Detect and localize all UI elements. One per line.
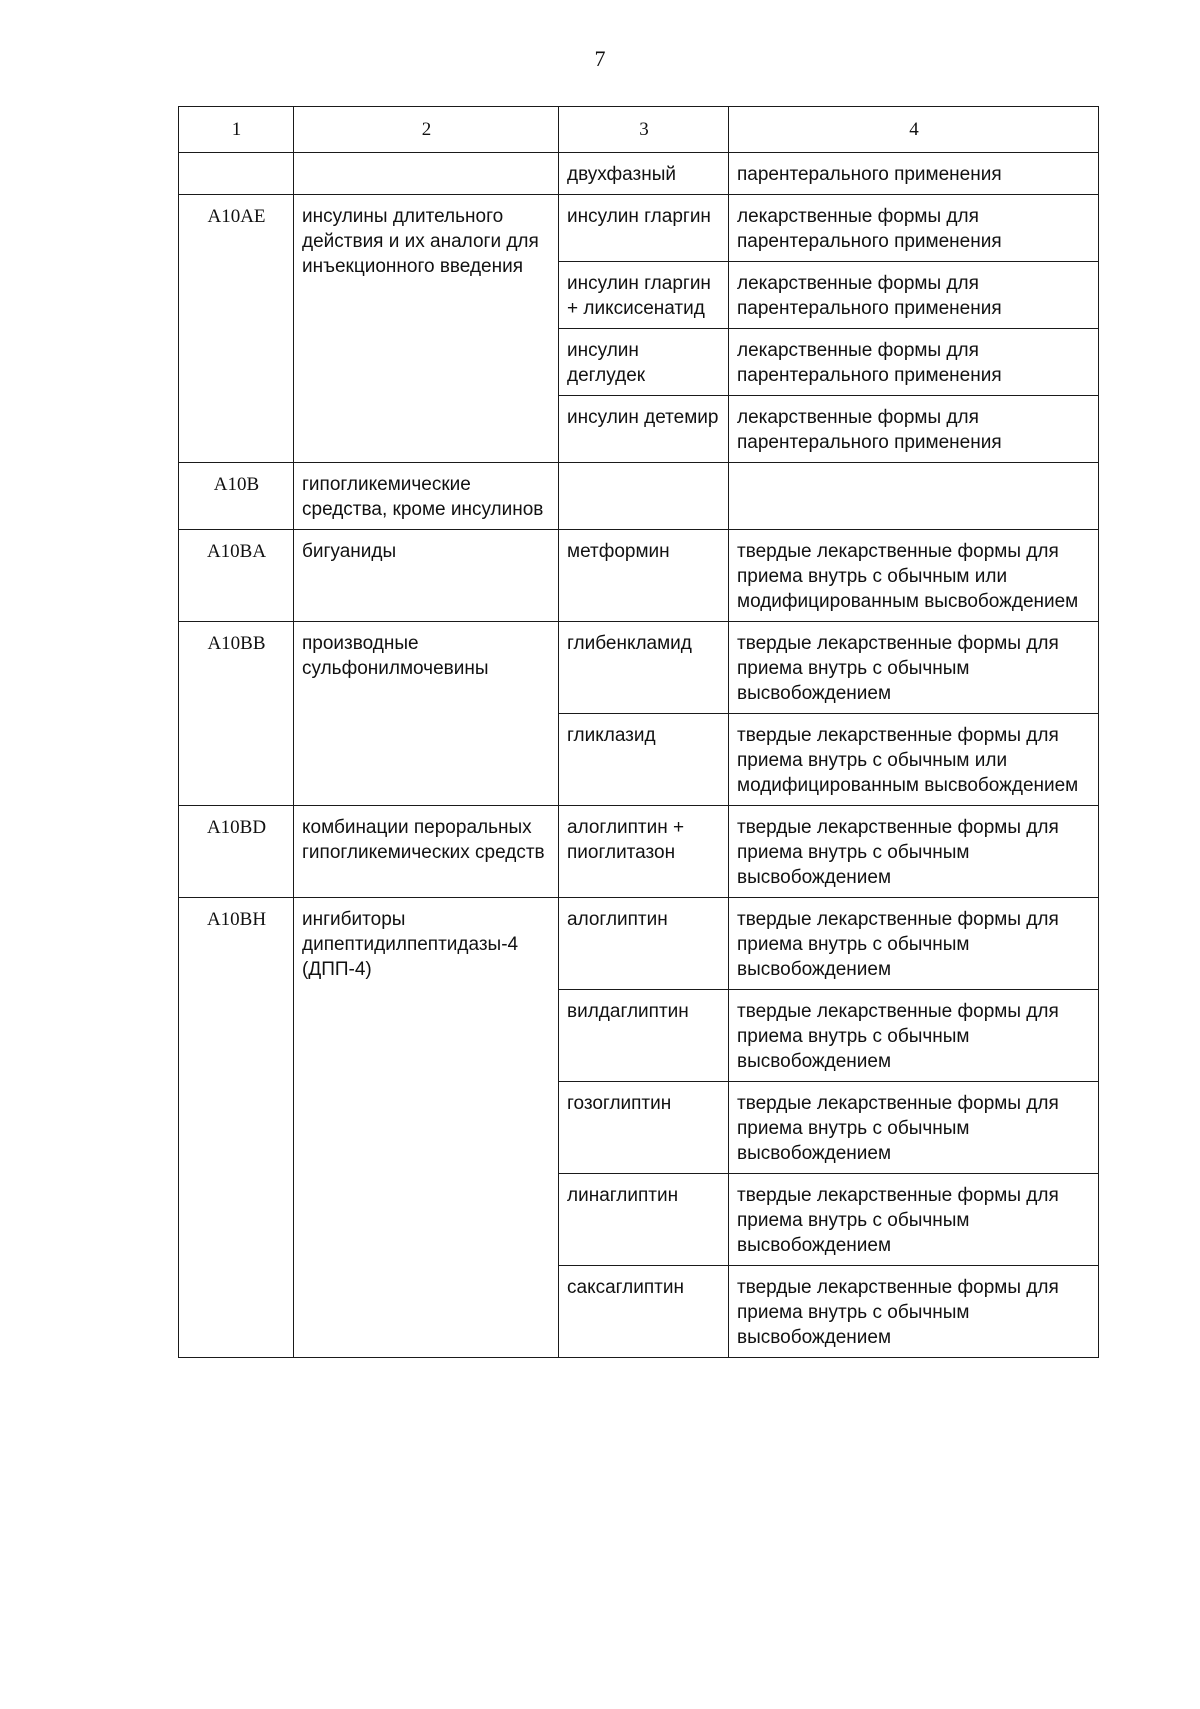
code-cell bbox=[179, 153, 294, 195]
drug-name-cell: двухфазный bbox=[559, 153, 729, 195]
drug-name-cell: алоглиптин bbox=[559, 898, 729, 990]
dosage-form-cell: твердые лекарственные формы для приема внутрь с обычным высвобождением bbox=[729, 1266, 1099, 1358]
drug-name-cell: алоглиптин + пиоглитазон bbox=[559, 806, 729, 898]
dosage-form-cell: твердые лекарственные формы для приема внутрь с обычным или модифицированным высвобождением bbox=[729, 714, 1099, 806]
dosage-form-cell: лекарственные формы для парентерального применения bbox=[729, 396, 1099, 463]
table-row bbox=[179, 806, 1099, 898]
dosage-form-cell: лекарственные формы для парентерального применения bbox=[729, 195, 1099, 262]
code-cell: A10BD bbox=[179, 806, 294, 898]
column-header: 4 bbox=[729, 107, 1099, 153]
table-row bbox=[179, 622, 1099, 714]
code-cell: A10AE bbox=[179, 195, 294, 463]
dosage-form-cell: твердые лекарственные формы для приема внутрь с обычным высвобождением bbox=[729, 806, 1099, 898]
dosage-form-cell: твердые лекарственные формы для приема внутрь с обычным или модифицированным высвобождением bbox=[729, 530, 1099, 622]
dosage-form-cell: лекарственные формы для парентерального применения bbox=[729, 262, 1099, 329]
drug-table bbox=[178, 106, 1099, 1358]
group-cell bbox=[294, 153, 559, 195]
drug-name-cell: гозоглиптин bbox=[559, 1082, 729, 1174]
dosage-form-cell: твердые лекарственные формы для приема внутрь с обычным высвобождением bbox=[729, 990, 1099, 1082]
drug-name-cell: инсулин гларгин bbox=[559, 195, 729, 262]
dosage-form-cell: твердые лекарственные формы для приема внутрь с обычным высвобождением bbox=[729, 1082, 1099, 1174]
column-header: 3 bbox=[559, 107, 729, 153]
drug-name-cell bbox=[559, 463, 729, 530]
drug-name-cell: саксаглиптин bbox=[559, 1266, 729, 1358]
group-cell: бигуаниды bbox=[294, 530, 559, 622]
group-cell: ингибиторы дипептидилпептидазы-4 (ДПП-4) bbox=[294, 898, 559, 1358]
drug-name-cell: инсулин детемир bbox=[559, 396, 729, 463]
drug-name-cell: линаглиптин bbox=[559, 1174, 729, 1266]
table-row bbox=[179, 463, 1099, 530]
dosage-form-cell: твердые лекарственные формы для приема внутрь с обычным высвобождением bbox=[729, 1174, 1099, 1266]
page-number: 7 bbox=[594, 46, 606, 71]
table-row bbox=[179, 153, 1099, 195]
table-row bbox=[179, 195, 1099, 262]
drug-name-cell: вилдаглиптин bbox=[559, 990, 729, 1082]
table-row bbox=[179, 530, 1099, 622]
column-header: 1 bbox=[179, 107, 294, 153]
drug-name-cell: инсулин деглудек bbox=[559, 329, 729, 396]
code-cell: A10B bbox=[179, 463, 294, 530]
drug-name-cell: метформин bbox=[559, 530, 729, 622]
group-cell: инсулины длительного действия и их аналоги для инъекционного введения bbox=[294, 195, 559, 463]
group-cell: гипогликемические средства, кроме инсулинов bbox=[294, 463, 559, 530]
dosage-form-cell: лекарственные формы для парентерального применения bbox=[729, 329, 1099, 396]
code-cell: A10BH bbox=[179, 898, 294, 1358]
dosage-form-cell bbox=[729, 463, 1099, 530]
dosage-form-cell: твердые лекарственные формы для приема внутрь с обычным высвобождением bbox=[729, 622, 1099, 714]
code-cell: A10BA bbox=[179, 530, 294, 622]
drug-name-cell: глибенкламид bbox=[559, 622, 729, 714]
dosage-form-cell: твердые лекарственные формы для приема внутрь с обычным высвобождением bbox=[729, 898, 1099, 990]
drug-name-cell: инсулин гларгин + ликсисенатид bbox=[559, 262, 729, 329]
group-cell: производные сульфонилмочевины bbox=[294, 622, 559, 806]
table-row bbox=[179, 898, 1099, 990]
code-cell: A10BB bbox=[179, 622, 294, 806]
group-cell: комбинации пероральных гипогликемических средств bbox=[294, 806, 559, 898]
drug-name-cell: гликлазид bbox=[559, 714, 729, 806]
table-header-row bbox=[179, 107, 1099, 153]
dosage-form-cell: парентерального применения bbox=[729, 153, 1099, 195]
column-header: 2 bbox=[294, 107, 559, 153]
drug-table-body bbox=[179, 107, 1099, 1358]
